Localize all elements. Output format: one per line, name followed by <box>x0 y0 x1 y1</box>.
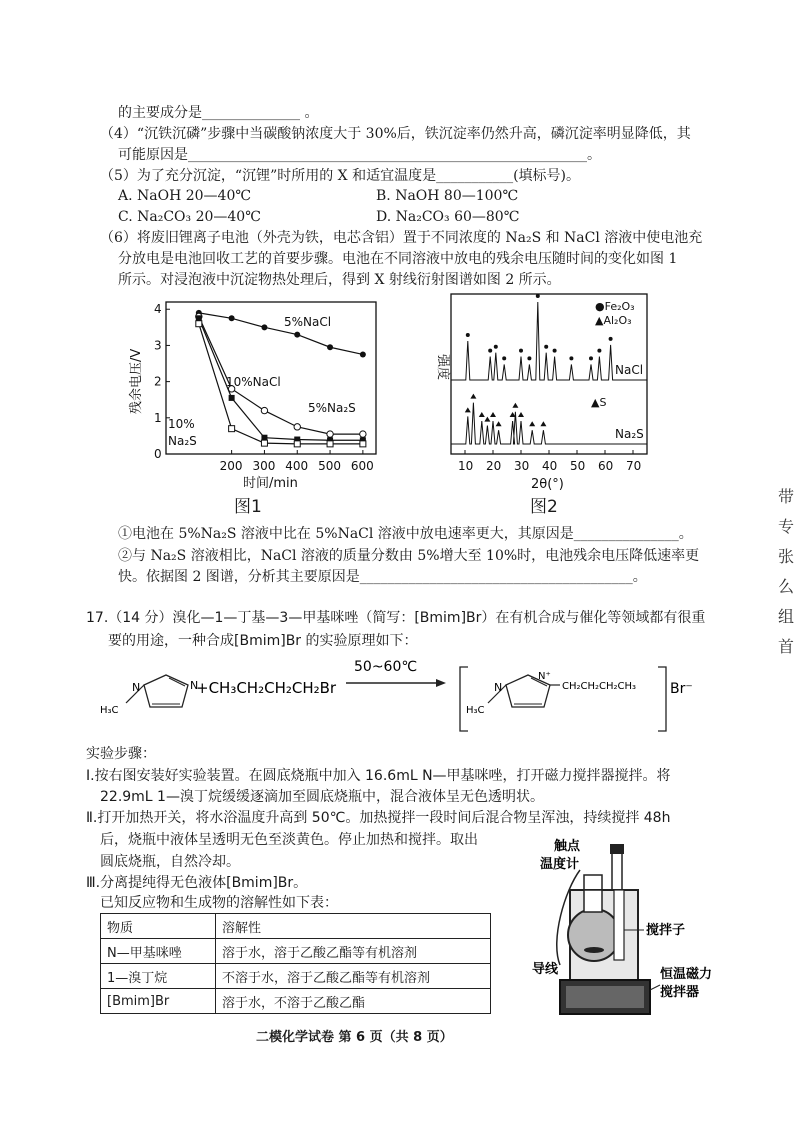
fig1-series-label: 5%Na₂S <box>308 401 356 415</box>
product-n3: N⁺ <box>538 671 551 682</box>
step-3: Ⅲ.分离提纯得无色液体[Bmim]Br。 <box>86 875 308 891</box>
fig1-point <box>360 441 366 447</box>
fig2-peak-marker <box>502 356 506 360</box>
option-b: B. NaOH 80—100℃ <box>376 188 519 204</box>
product-n1: N <box>494 681 503 694</box>
solubility-table <box>100 913 491 1014</box>
fig1-point <box>261 407 267 413</box>
fig1-xtick-label: 200 <box>219 459 243 473</box>
fig2-peak-marker <box>540 421 546 426</box>
option-a: A. NaOH 20—40℃ <box>118 188 252 204</box>
table-header-row <box>101 914 491 939</box>
fig1-point <box>327 431 333 437</box>
fig1-series-line <box>199 316 363 434</box>
question-6-line-3: 所示。对浸泡液中沉淀物热处理后，得到 X 射线衍射图谱如图 2 所示。 <box>118 272 561 288</box>
fig1-xtick-label: 400 <box>285 459 309 473</box>
apparatus-label-thermometer: 温度计 <box>540 857 580 872</box>
fig2-xtick-label: 30 <box>514 459 530 473</box>
fig1-series-label: 10%NaCl <box>226 375 281 389</box>
question-17-line-1: 17.（14 分）溴化—1—丁基—3—甲基咪唑（简写：[Bmim]Br）在有机合成与催化等领域都有很重 <box>86 610 706 626</box>
fig1-point <box>294 332 300 338</box>
fig2-xtick-label: 20 <box>486 459 502 473</box>
fig1-point <box>229 426 235 432</box>
fig2-peak-marker <box>484 417 490 422</box>
fig2-peak-marker <box>569 356 573 360</box>
question-5: （5）为了充分沉淀，“沉锂”时所用的 X 和适宜温度是___________(填标号)。 <box>100 168 581 184</box>
reactant-bromobutane: +CH₃CH₂CH₂CH₂Br <box>196 679 337 697</box>
product-anion: Br⁻ <box>670 681 693 697</box>
fig1-ytick-label: 1 <box>154 410 162 425</box>
fig2-peak-marker <box>479 412 485 417</box>
margin-vertical-text: 带 专 张 么 组 首 <box>778 487 795 656</box>
apparatus-label-stirrer-1: 恒温磁力 <box>660 967 713 982</box>
text-line-1: 的主要成分是______________ 。 <box>118 105 319 121</box>
fig1-point <box>261 440 267 446</box>
fig2-series-label: NaCl <box>615 363 644 377</box>
product-methyl: H₃C <box>466 705 485 716</box>
methylimidazole-structure <box>100 675 198 716</box>
table-cell: 溶于水，不溶于乙酸乙酯 <box>216 989 491 1014</box>
reaction-equation <box>96 655 696 740</box>
table-cell: N—甲基咪唑 <box>101 939 216 964</box>
fig2-xtick-label: 10 <box>458 459 474 473</box>
fig2-legend-item: ●Fe₂O₃ <box>595 300 635 313</box>
fig2-peak-marker <box>512 403 518 408</box>
fig2-peak-marker <box>465 407 471 412</box>
sub-question-2-line-2: 快。依据图 2 图谱，分析其主要原因是_______________________________________。 <box>118 569 647 585</box>
fig1-xtick-label: 600 <box>350 459 374 473</box>
fig2-peak-marker <box>470 394 476 399</box>
table-row <box>101 964 491 989</box>
fig2-peak-marker <box>527 356 531 360</box>
fig1-point <box>327 344 333 350</box>
fig2-series-label: Na₂S <box>615 427 644 441</box>
question-6-line-2: 分放电是电池回收工艺的首要步骤。电池在不同溶液中放电的残余电压随时间的变化如图 1 <box>118 251 678 267</box>
fig1-point <box>327 441 333 447</box>
fig2-legend-item: ▲Al₂O₃ <box>595 314 632 327</box>
table-row <box>101 989 491 1014</box>
fig2-peak-marker <box>488 349 492 353</box>
fig2-peak-marker <box>496 421 502 426</box>
reaction-condition: 50~60℃ <box>354 659 418 675</box>
sub-question-1: ①电池在 5%Na₂S 溶液中比在 5%NaCl 溶液中放电速率更大，其原因是_______________。 <box>118 526 693 542</box>
fig1-ytick-label: 4 <box>154 302 162 317</box>
fig2-peak-marker <box>518 412 524 417</box>
fig2-peak-marker <box>553 349 557 353</box>
steps-heading: 实验步骤： <box>86 746 156 762</box>
fig1-ytick-label: 2 <box>154 374 162 389</box>
figure-1-chart <box>118 290 390 525</box>
question-17-line-2: 要的用途，一种合成[Bmim]Br 的实验原理如下： <box>108 633 418 649</box>
fig1-series-line <box>199 318 363 440</box>
apparatus-label-stirrer-2: 搅拌器 <box>660 985 700 1000</box>
table-header-cell: 溶解性 <box>216 914 491 939</box>
figure-2-caption: 图2 <box>530 497 558 517</box>
option-d: D. Na₂CO₃ 60—80℃ <box>376 209 520 225</box>
table-cell: [Bmim]Br <box>101 989 216 1014</box>
fig1-point <box>229 315 235 321</box>
fig2-peak-marker <box>597 349 601 353</box>
fig1-ylabel: 残余电压/V <box>129 348 144 414</box>
fig2-peak-marker <box>466 333 470 337</box>
table-cell: 溶于水，溶于乙酸乙酯等有机溶剂 <box>216 939 491 964</box>
reactant-n1: N <box>132 681 141 694</box>
table-cell: 1—溴丁烷 <box>101 964 216 989</box>
fig2-peak-marker <box>529 421 535 426</box>
fig1-series-label: Na₂S <box>168 434 197 448</box>
reactant-methyl: H₃C <box>100 705 119 716</box>
fig2-peak-marker <box>536 294 540 298</box>
fig2-peak-marker <box>519 349 523 353</box>
table-header-cell: 物质 <box>101 914 216 939</box>
fig1-point <box>261 324 267 330</box>
fig1-point <box>294 424 300 430</box>
step-2-line-2: 后，烧瓶中液体呈透明无色至淡黄色。停止加热和搅拌。取出 <box>100 832 478 848</box>
fig2-xtick-label: 40 <box>542 459 558 473</box>
step-1-line-2: 22.9mL 1—溴丁烷缓缓逐滴加至圆底烧瓶中，混合液体呈无色透明状。 <box>100 789 544 805</box>
step-2-line-3: 圆底烧瓶，自然冷却。 <box>100 854 240 870</box>
question-4-line-1: （4）“沉铁沉磷”步骤中当碳酸钠浓度大于 30%后，铁沉淀率仍然升高，磷沉淀率明显降低，其 <box>100 126 691 142</box>
fig1-series-line <box>199 324 363 444</box>
fig2-peak-marker <box>609 337 613 341</box>
fig1-xtick-label: 300 <box>252 459 276 473</box>
fig1-xlabel: 时间/min <box>243 476 298 491</box>
table-intro: 已知反应物和生成物的溶解性如下表： <box>100 895 338 911</box>
fig1-xtick-label: 500 <box>318 459 341 473</box>
stir-bar-icon <box>584 947 604 953</box>
apparatus-diagram <box>520 830 770 1035</box>
apparatus-label-stirbar: 搅拌子 <box>646 923 686 938</box>
apparatus-label-wire: 导线 <box>532 962 559 977</box>
fig2-xtick-label: 60 <box>598 459 614 473</box>
fig2-peak-marker <box>494 345 498 349</box>
figure-1-caption: 图1 <box>234 497 262 517</box>
fig2-xlabel: 2θ(°) <box>531 477 564 492</box>
fig1-point <box>229 395 235 401</box>
fig1-point <box>360 431 366 437</box>
fig2-peak-marker <box>589 356 593 360</box>
fig1-series-label: 10% <box>168 417 195 431</box>
fig2-peak-marker <box>490 412 496 417</box>
page-footer: 二模化学试卷 第 6 页（共 8 页） <box>256 1030 453 1045</box>
product-butyl: CH₂CH₂CH₂CH₃ <box>562 681 637 692</box>
fig1-point <box>294 441 300 447</box>
fig1-ytick-label: 0 <box>154 447 162 461</box>
question-4-line-2: 可能原因是_________________________________________________________。 <box>118 147 601 163</box>
table-cell: 不溶于水，溶于乙酸乙酯等有机溶剂 <box>216 964 491 989</box>
fig1-point <box>360 351 366 357</box>
fig1-ytick-label: 3 <box>154 338 162 353</box>
reactant-n3: N <box>190 679 199 692</box>
fig2-xtick-label: 50 <box>570 459 586 473</box>
fig2-legend-item: ▲S <box>591 396 607 409</box>
step-2-line-1: Ⅱ.打开加热开关，将水浴温度升高到 50℃。加热搅拌一段时间后混合物呈浑浊，持续搅拌 48h <box>86 810 671 826</box>
option-c: C. Na₂CO₃ 20—40℃ <box>118 209 261 225</box>
fig2-peak-marker <box>544 345 548 349</box>
fig2-ylabel: 强度 <box>435 354 450 381</box>
table-row <box>101 939 491 964</box>
step-1-line-1: Ⅰ.按右图安装好实验装置。在圆底烧瓶中加入 16.6mL N—甲基咪唑，打开磁力搅拌器搅拌。将 <box>86 768 671 784</box>
fig2-xtick-label: 70 <box>626 459 642 473</box>
figure-2-chart <box>425 290 655 505</box>
fig1-series-label: 5%NaCl <box>284 315 332 329</box>
question-6-line-1: （6）将废旧锂离子电池（外壳为铁，电芯含铝）置于不同浓度的 Na₂S 和 NaCl 溶液中使电池充 <box>100 230 703 246</box>
fig2-peak-marker <box>510 412 516 417</box>
bmim-cation-structure <box>466 671 636 716</box>
apparatus-label-contact: 触点 <box>554 839 581 854</box>
fig1-point <box>196 321 202 327</box>
sub-question-2-line-1: ②与 Na₂S 溶液相比，NaCl 溶液的质量分数由 5%增大至 10%时，电池残余电压降低速率更 <box>118 548 700 564</box>
fig1-series-line <box>199 313 363 355</box>
